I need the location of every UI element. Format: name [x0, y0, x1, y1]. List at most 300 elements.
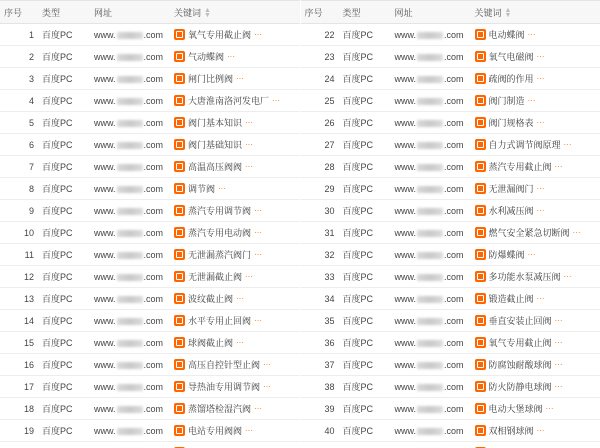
cell-url: www. .com [90, 310, 170, 332]
keyword-overflow-ellipsis: ··· [254, 316, 263, 325]
cell-url: www. .com [90, 398, 170, 420]
cell-keyword[interactable] [471, 46, 597, 68]
cell-url: www. .com [90, 222, 170, 244]
redacted-url-mask [417, 54, 443, 61]
cell-url: www. .com [391, 310, 471, 332]
keyword-text: 电站专用阀阀 [188, 426, 243, 436]
redacted-url-mask [417, 98, 443, 105]
keyword-badge-icon [174, 29, 185, 40]
cell-keyword[interactable] [471, 178, 597, 200]
cell-keyword[interactable] [170, 178, 296, 200]
cell-url: www. .com [90, 68, 170, 90]
cell-url: www. .com [90, 288, 170, 310]
keyword-overflow-ellipsis: ··· [245, 272, 254, 281]
table-row[interactable] [0, 332, 300, 354]
keyword-overflow-ellipsis: ··· [236, 294, 245, 303]
cell-url: www. .com [90, 46, 170, 68]
redacted-url-mask [417, 142, 443, 149]
cell-type: 百度PC [38, 332, 90, 354]
table-row[interactable] [0, 420, 300, 442]
cell-keyword[interactable] [471, 222, 597, 244]
table-row[interactable] [301, 90, 600, 112]
cell-index: 5 [0, 112, 38, 134]
cell-type [38, 442, 90, 448]
cell-keyword[interactable] [170, 398, 296, 420]
keyword-text: 双相钢球阀 [488, 426, 534, 436]
cell-index: 38 [301, 376, 339, 398]
keyword-overflow-ellipsis: ··· [254, 30, 263, 39]
cell-url: www. .com [391, 354, 471, 376]
keyword-overflow-ellipsis: ··· [245, 118, 254, 127]
table-row[interactable] [0, 134, 300, 156]
cell-type: 百度PC [38, 376, 90, 398]
keyword-overflow-ellipsis: ··· [536, 74, 545, 83]
cell-keyword[interactable] [170, 442, 296, 448]
keyword-badge-icon [174, 227, 185, 238]
keyword-badge-icon [475, 227, 486, 238]
keyword-badge-icon [174, 359, 185, 370]
cell-index: 23 [301, 46, 339, 68]
keyword-badge-icon [174, 161, 185, 172]
redacted-url-mask [417, 76, 443, 83]
keyword-badge-icon [475, 425, 486, 436]
cell-url: www. .com [391, 266, 471, 288]
cell-url [391, 442, 471, 448]
cell-url: www. .com [391, 376, 471, 398]
redacted-url-mask [417, 384, 443, 391]
cell-keyword[interactable] [471, 376, 597, 398]
column-header-type: 类型 [38, 1, 90, 24]
cell-keyword[interactable] [471, 244, 597, 266]
cell-url: www. .com [391, 46, 471, 68]
cell-rank [597, 244, 600, 266]
cell-type: 百度PC [339, 354, 391, 376]
keyword-badge-icon [174, 381, 185, 392]
cell-url: www. .com [90, 332, 170, 354]
keyword-text: 锻造截止阀 [488, 294, 534, 304]
redacted-url-mask [117, 230, 143, 237]
cell-type: 百度PC [339, 332, 391, 354]
table-row[interactable] [301, 288, 600, 310]
cell-index: 24 [301, 68, 339, 90]
table-row[interactable] [0, 244, 300, 266]
redacted-url-mask [117, 208, 143, 215]
cell-index: 3 [0, 68, 38, 90]
sort-icon-keyword[interactable]: ▲ ▼ [204, 7, 211, 20]
table-row[interactable] [0, 266, 300, 288]
keyword-overflow-ellipsis: ··· [236, 338, 245, 347]
cell-type: 百度PC [339, 244, 391, 266]
table-row[interactable] [0, 24, 300, 46]
keyword-badge-icon [174, 249, 185, 260]
cell-keyword[interactable] [471, 24, 597, 46]
cell-keyword[interactable] [170, 222, 296, 244]
cell-keyword[interactable] [471, 310, 597, 332]
cell-type: 百度PC [339, 112, 391, 134]
cell-type: 百度PC [38, 46, 90, 68]
keyword-badge-icon [475, 161, 486, 172]
cell-keyword[interactable] [170, 156, 296, 178]
keyword-badge-icon [475, 337, 486, 348]
table-row[interactable] [301, 442, 600, 448]
cell-index: 37 [301, 354, 339, 376]
cell-url [90, 442, 170, 448]
table-body-left [0, 24, 300, 448]
keyword-badge-icon [475, 381, 486, 392]
cell-rank [597, 46, 600, 68]
cell-index: 17 [0, 376, 38, 398]
cell-keyword[interactable] [170, 90, 296, 112]
table-row[interactable] [0, 288, 300, 310]
cell-type: 百度PC [38, 156, 90, 178]
keyword-overflow-ellipsis: ··· [536, 184, 545, 193]
keyword-badge-icon [475, 73, 486, 84]
cell-keyword[interactable] [170, 310, 296, 332]
cell-url: www. .com [90, 200, 170, 222]
redacted-url-mask [417, 230, 443, 237]
cell-url: www. .com [391, 68, 471, 90]
redacted-url-mask [117, 362, 143, 369]
cell-rank [597, 178, 600, 200]
table-row[interactable] [301, 354, 600, 376]
cell-rank [597, 24, 600, 46]
column-header-type: 类型 [339, 1, 391, 24]
keyword-badge-icon [475, 359, 486, 370]
keyword-text: 阀门基本知识 [188, 118, 243, 128]
keyword-text: 蒸汽专用截止阀 [488, 162, 552, 172]
cell-rank [597, 90, 600, 112]
cell-keyword[interactable] [170, 24, 296, 46]
cell-type: 百度PC [38, 178, 90, 200]
table-row[interactable] [0, 46, 300, 68]
keyword-text: 大唐淮南洛河发电厂 [188, 96, 270, 106]
cell-url: www. .com [391, 24, 471, 46]
cell-type: 百度PC [339, 46, 391, 68]
cell-type: 百度PC [38, 222, 90, 244]
keyword-overflow-ellipsis: ··· [554, 316, 563, 325]
table-row[interactable] [301, 310, 600, 332]
cell-index: 31 [301, 222, 339, 244]
column-header-keyword[interactable]: 关键词 ▲ ▼ [170, 1, 296, 24]
cell-index: 10 [0, 222, 38, 244]
keyword-overflow-ellipsis: ··· [245, 140, 254, 149]
keyword-text: 水平专用止回阀 [188, 316, 252, 326]
cell-keyword[interactable] [170, 376, 296, 398]
cell-type: 百度PC [38, 266, 90, 288]
keyword-text: 氧气电磁阀 [488, 52, 534, 62]
cell-type [339, 442, 391, 448]
cell-keyword[interactable] [170, 68, 296, 90]
cell-index: 32 [301, 244, 339, 266]
cell-keyword[interactable] [471, 354, 597, 376]
cell-keyword[interactable] [170, 288, 296, 310]
redacted-url-mask [117, 32, 143, 39]
keyword-badge-icon [174, 293, 185, 304]
keyword-overflow-ellipsis: ··· [545, 404, 554, 413]
cell-index: 15 [0, 332, 38, 354]
table-row[interactable] [301, 46, 600, 68]
cell-type: 百度PC [339, 200, 391, 222]
table-row[interactable] [301, 134, 600, 156]
redacted-url-mask [417, 208, 443, 215]
table-row[interactable] [301, 398, 600, 420]
column-header-url: 网址 [391, 1, 471, 24]
cell-type: 百度PC [339, 68, 391, 90]
cell-type: 百度PC [339, 134, 391, 156]
cell-type: 百度PC [38, 420, 90, 442]
keyword-overflow-ellipsis: ··· [236, 74, 245, 83]
redacted-url-mask [417, 406, 443, 413]
keyword-overflow-ellipsis: ··· [554, 382, 563, 391]
keyword-text: 氧气专用截止阀 [488, 338, 552, 348]
cell-keyword[interactable] [471, 200, 597, 222]
table-row[interactable] [301, 376, 600, 398]
redacted-url-mask [117, 252, 143, 259]
redacted-url-mask [117, 76, 143, 83]
table-row[interactable] [301, 244, 600, 266]
redacted-url-mask [117, 340, 143, 347]
cell-index: 11 [0, 244, 38, 266]
cell-index: 28 [301, 156, 339, 178]
cell-url: www. .com [391, 420, 471, 442]
redacted-url-mask [117, 274, 143, 281]
right-table-panel [301, 0, 600, 448]
cell-url: www. .com [90, 420, 170, 442]
cell-index: 26 [301, 112, 339, 134]
cell-keyword[interactable] [170, 420, 296, 442]
keyword-badge-icon [174, 73, 185, 84]
table-row[interactable] [0, 90, 300, 112]
cell-index: 19 [0, 420, 38, 442]
cell-type: 百度PC [38, 398, 90, 420]
keyword-badge-icon [174, 205, 185, 216]
cell-keyword[interactable] [170, 266, 296, 288]
table-row[interactable] [0, 310, 300, 332]
cell-rank [597, 200, 600, 222]
redacted-url-mask [417, 362, 443, 369]
keyword-overflow-ellipsis: ··· [527, 96, 536, 105]
table-row[interactable] [0, 156, 300, 178]
keyword-text: 多功能水泵减压阀 [488, 272, 561, 282]
cell-keyword[interactable] [471, 134, 597, 156]
cell-url: www. .com [90, 134, 170, 156]
cell-rank [597, 398, 600, 420]
table-row[interactable] [0, 376, 300, 398]
cell-index: 35 [301, 310, 339, 332]
redacted-url-mask [417, 186, 443, 193]
cell-index: 12 [0, 266, 38, 288]
keyword-text: 防腐蚀耐酸球阀 [488, 360, 552, 370]
cell-type: 百度PC [339, 266, 391, 288]
table-row[interactable] [0, 112, 300, 134]
cell-keyword[interactable] [471, 266, 597, 288]
redacted-url-mask [417, 252, 443, 259]
table-row[interactable] [0, 222, 300, 244]
cell-keyword[interactable] [170, 200, 296, 222]
sort-icon-keyword[interactable]: ▲ ▼ [504, 7, 512, 20]
cell-index: 14 [0, 310, 38, 332]
table-row[interactable] [0, 398, 300, 420]
cell-index: 29 [301, 178, 339, 200]
cell-keyword[interactable] [471, 288, 597, 310]
cell-keyword[interactable] [471, 332, 597, 354]
keyword-badge-icon [174, 403, 185, 414]
cell-rank [597, 376, 600, 398]
redacted-url-mask [417, 296, 443, 303]
table-row[interactable] [0, 442, 300, 448]
cell-keyword[interactable] [170, 112, 296, 134]
cell-type: 百度PC [339, 90, 391, 112]
keyword-text: 电动大堡球阀 [488, 404, 543, 414]
keyword-badge-icon [174, 337, 185, 348]
cell-keyword[interactable] [170, 354, 296, 376]
keyword-text: 调节阀 [188, 184, 216, 194]
redacted-url-mask [117, 164, 143, 171]
cell-index: 36 [301, 332, 339, 354]
keyword-overflow-ellipsis: ··· [536, 294, 545, 303]
cell-url: www. .com [90, 266, 170, 288]
keyword-overflow-ellipsis: ··· [536, 118, 545, 127]
keyword-badge-icon [174, 95, 185, 106]
cell-index: 30 [301, 200, 339, 222]
cell-url: www. .com [90, 90, 170, 112]
cell-url: www. .com [90, 376, 170, 398]
cell-rank [597, 134, 600, 156]
keyword-overflow-ellipsis: ··· [254, 228, 263, 237]
table-row[interactable] [301, 200, 600, 222]
cell-rank [597, 420, 600, 442]
cell-url: www. .com [90, 244, 170, 266]
redacted-url-mask [417, 164, 443, 171]
table-row[interactable] [301, 266, 600, 288]
keyword-text: 无泄漏阀门 [488, 184, 534, 194]
keyword-text: 气动蝶阀 [188, 52, 225, 62]
table-row[interactable] [301, 222, 600, 244]
cell-index: 6 [0, 134, 38, 156]
keyword-text: 防火防静电球阀 [488, 382, 552, 392]
table-header-row [0, 1, 300, 24]
keyword-overflow-ellipsis: ··· [245, 426, 254, 435]
cell-index [301, 442, 339, 448]
cell-url: www. .com [391, 398, 471, 420]
cell-index: 33 [301, 266, 339, 288]
cell-type: 百度PC [38, 288, 90, 310]
keyword-text: 电动蝶阀 [488, 30, 525, 40]
keyword-text: 蒸汽专用调节阀 [188, 206, 252, 216]
keyword-overflow-ellipsis: ··· [227, 52, 236, 61]
keyword-overflow-ellipsis: ··· [254, 250, 263, 259]
table-row[interactable] [0, 68, 300, 90]
cell-keyword[interactable] [170, 134, 296, 156]
cell-type: 百度PC [38, 24, 90, 46]
cell-index [0, 442, 38, 448]
cell-keyword[interactable] [170, 332, 296, 354]
cell-type: 百度PC [339, 420, 391, 442]
cell-keyword[interactable] [471, 90, 597, 112]
cell-url: www. .com [391, 244, 471, 266]
cell-type: 百度PC [38, 310, 90, 332]
keyword-text: 自力式调节阀原理 [488, 140, 561, 150]
keyword-text: 蒸汽专用电动阀 [188, 228, 252, 238]
cell-type: 百度PC [38, 244, 90, 266]
keyword-badge-icon [475, 205, 486, 216]
cell-keyword[interactable] [471, 112, 597, 134]
cell-index: 39 [301, 398, 339, 420]
cell-keyword[interactable] [471, 156, 597, 178]
table-row[interactable] [0, 178, 300, 200]
cell-type: 百度PC [38, 354, 90, 376]
keyword-text: 波纹截止阀 [188, 294, 234, 304]
table-row[interactable] [301, 178, 600, 200]
keyword-overflow-ellipsis: ··· [245, 162, 254, 171]
cell-keyword[interactable] [471, 420, 597, 442]
cell-rank [597, 354, 600, 376]
keyword-overflow-ellipsis: ··· [254, 206, 263, 215]
cell-rank [597, 222, 600, 244]
keyword-text: 阀门基础知识 [188, 140, 243, 150]
cell-url: www. .com [391, 90, 471, 112]
keyword-badge-icon [475, 403, 486, 414]
cell-keyword[interactable] [471, 442, 597, 448]
cell-index: 27 [301, 134, 339, 156]
cell-url: www. .com [90, 112, 170, 134]
cell-url: www. .com [391, 288, 471, 310]
keyword-text: 燃气安全紧急切断阀 [488, 228, 570, 238]
cell-type: 百度PC [339, 398, 391, 420]
table-row[interactable] [0, 200, 300, 222]
cell-url: www. .com [391, 178, 471, 200]
column-header-rank[interactable] [597, 1, 600, 24]
table-row[interactable] [301, 420, 600, 442]
keyword-badge-icon [174, 51, 185, 62]
cell-keyword[interactable] [471, 68, 597, 90]
keyword-badge-icon [475, 117, 486, 128]
keyword-badge-icon [475, 51, 486, 62]
keyword-overflow-ellipsis: ··· [218, 184, 227, 193]
cell-keyword[interactable] [170, 244, 296, 266]
keyword-badge-icon [475, 29, 486, 40]
keyword-table-right [301, 0, 600, 448]
cell-index: 8 [0, 178, 38, 200]
redacted-url-mask [117, 318, 143, 325]
table-row[interactable] [301, 332, 600, 354]
redacted-url-mask [117, 296, 143, 303]
keyword-text: 疏阀的作用 [488, 74, 534, 84]
table-row[interactable] [301, 156, 600, 178]
table-row[interactable] [0, 354, 300, 376]
column-header-keyword[interactable]: 关键词 ▲ ▼ [471, 1, 597, 24]
cell-type: 百度PC [339, 222, 391, 244]
cell-index: 22 [301, 24, 339, 46]
table-row[interactable] [301, 68, 600, 90]
cell-index: 13 [0, 288, 38, 310]
keyword-text: 高温高压阀阀 [188, 162, 243, 172]
keyword-text: 阀门规格表 [488, 118, 534, 128]
redacted-url-mask [117, 406, 143, 413]
cell-index: 25 [301, 90, 339, 112]
cell-keyword[interactable] [170, 46, 296, 68]
cell-keyword[interactable] [471, 398, 597, 420]
cell-url: www. .com [391, 332, 471, 354]
column-header-url: 网址 [90, 1, 170, 24]
redacted-url-mask [417, 274, 443, 281]
redacted-url-mask [117, 186, 143, 193]
cell-type: 百度PC [339, 178, 391, 200]
keyword-badge-icon [475, 293, 486, 304]
table-body-right [301, 24, 600, 448]
table-row[interactable] [301, 24, 600, 46]
table-row[interactable] [301, 112, 600, 134]
